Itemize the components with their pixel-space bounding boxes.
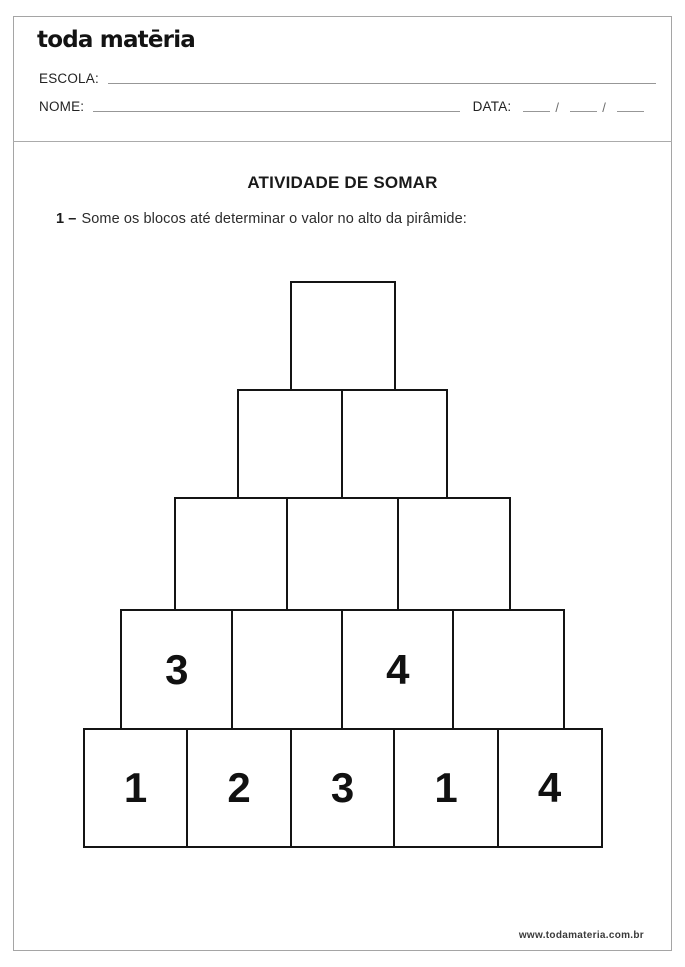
pyramid-cell: 1 — [83, 728, 189, 848]
school-label: ESCOLA: — [39, 71, 99, 86]
pyramid-cell — [286, 497, 400, 611]
pyramid-cell: 2 — [186, 728, 292, 848]
pyramid-row — [14, 728, 671, 848]
pyramid-row — [14, 497, 671, 611]
question-number: 1 – — [56, 211, 77, 227]
pyramid-cell — [290, 281, 396, 391]
pyramid-cell — [452, 609, 565, 731]
worksheet-title: ATIVIDADE DE SOMAR — [247, 173, 438, 192]
pyramid-cell — [397, 497, 511, 611]
school-write-line — [108, 82, 656, 84]
date-year-line — [617, 111, 644, 112]
pyramid-cell: 1 — [393, 728, 499, 848]
addition-pyramid — [14, 281, 671, 848]
name-date-field-row — [39, 99, 644, 114]
date-label: DATA: — [472, 99, 512, 114]
exercise-instruction — [56, 211, 643, 227]
pyramid-cell: 4 — [497, 728, 603, 848]
worksheet-page — [13, 16, 672, 951]
pyramid-cell — [174, 497, 288, 611]
pyramid-cell — [341, 389, 448, 500]
brand-logo: toda matēria — [37, 27, 196, 53]
footer-url: www.todamateria.com.br — [518, 930, 644, 941]
pyramid-row — [14, 281, 671, 391]
school-field-row — [39, 71, 656, 86]
name-label: NOME: — [39, 99, 85, 114]
pyramid-cell: 4 — [341, 609, 454, 731]
pyramid-cell: 3 — [120, 609, 233, 731]
date-month-line — [570, 111, 597, 112]
pyramid-cell — [231, 609, 344, 731]
instruction-text: Some os blocos até determinar o valor no alto da pirâmide: — [81, 211, 467, 227]
pyramid-row — [14, 609, 671, 731]
pyramid-cell — [237, 389, 344, 500]
name-write-line — [93, 110, 459, 112]
header-divider — [13, 141, 672, 142]
date-day-line — [523, 111, 550, 112]
date-separator: / — [555, 100, 560, 115]
date-separator: / — [602, 100, 606, 115]
pyramid-cell: 3 — [290, 728, 396, 848]
pyramid-row — [14, 389, 671, 500]
